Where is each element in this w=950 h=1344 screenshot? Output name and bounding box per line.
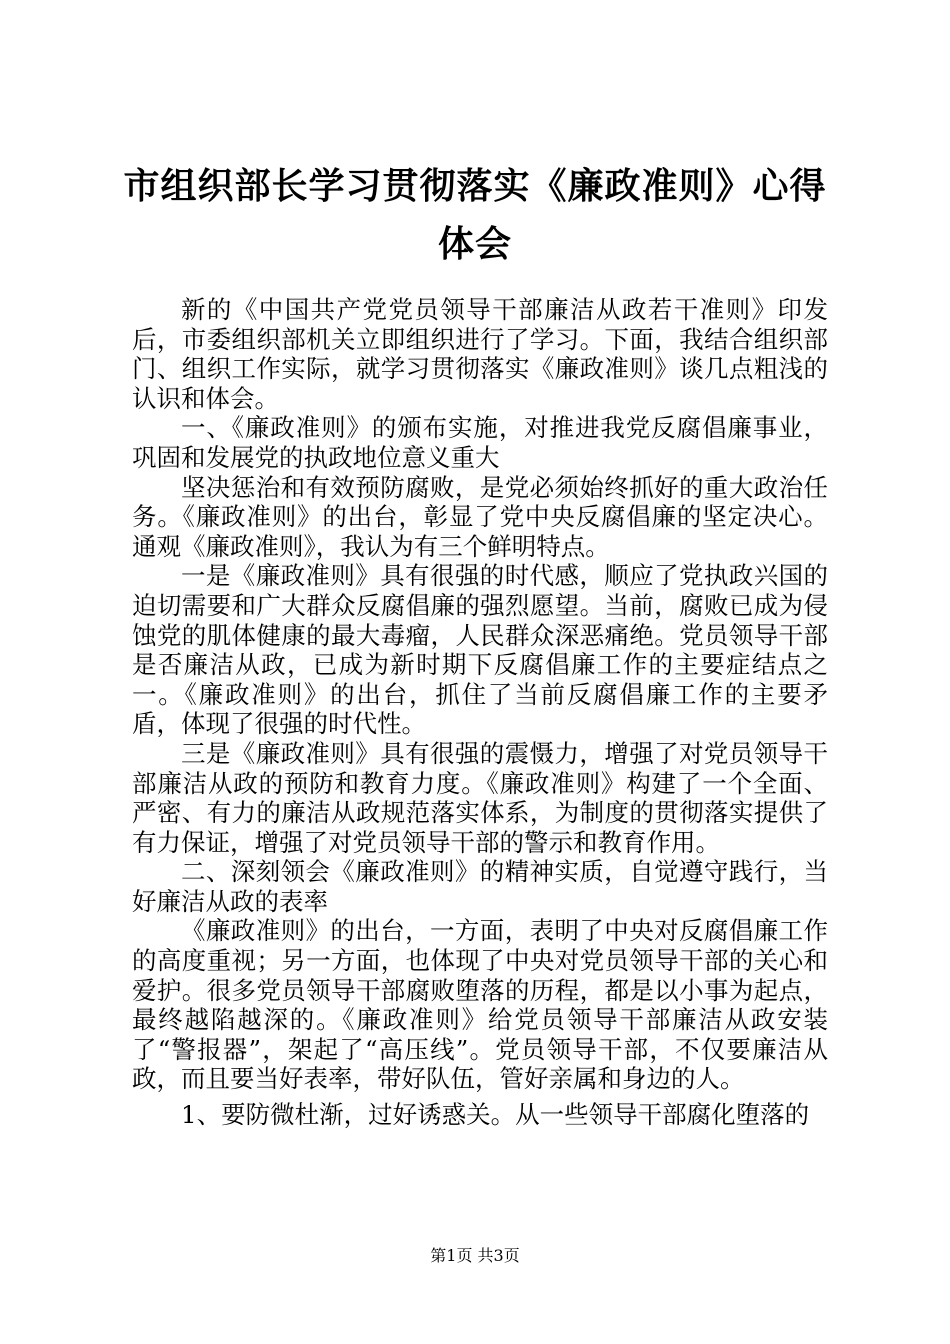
- paragraph: 坚决惩治和有效预防腐败，是党必须始终抓好的重大政治任务。《廉政准则》的出台，彰显了党中央反腐倡廉的坚定决心。通观《廉政准则》，我认为有三个鲜明特点。: [132, 472, 828, 561]
- section-heading-2: 二、深刻领会《廉政准则》的精神实质，自觉遵守践行，当好廉洁从政的表率: [132, 857, 828, 916]
- paragraph: 三是《廉政准则》具有很强的震慑力，增强了对党员领导干部廉洁从政的预防和教育力度。《廉政准则》构建了一个全面、严密、有力的廉洁从政规范落实体系，为制度的贯彻落实提供了有力保证，增强了对党员领导干部的警示和教育作用。: [132, 738, 828, 857]
- paragraph: 1、要防微杜渐，过好诱惑关。从一些领导干部腐化堕落的: [181, 1100, 810, 1130]
- paragraph: 《廉政准则》的出台，一方面，表明了中央对反腐倡廉工作的高度重视；另一方面，也体现了中央对党员领导干部的关心和爱护。很多党员领导干部腐败堕落的历程，都是以小事为起点，最终越陷越深的。《廉政准则》给党员领导干部廉洁从政安装了“警报器”，架起了“高压线”。党员领导干部，不仅要廉洁从政，而且要当好表率，带好队伍，管好亲属和身边的人。: [132, 916, 828, 1094]
- section-heading-1: 一、《廉政准则》的颁布实施，对推进我党反腐倡廉事业，巩固和发展党的执政地位意义重大: [132, 413, 828, 472]
- paragraph: 一是《廉政准则》具有很强的时代感，顺应了党执政兴国的迫切需要和广大群众反腐倡廉的强烈愿望。当前，腐败已成为侵蚀党的肌体健康的最大毒瘤，人民群众深恶痛绝。党员领导干部是否廉洁从政，已成为新时期下反腐倡廉工作的主要症结点之一。《廉政准则》的出台，抓住了当前反腐倡廉工作的主要矛盾，体现了很强的时代性。: [132, 561, 828, 739]
- paragraph-intro: 新的《中国共产党党员领导干部廉洁从政若干准则》印发后，市委组织部机关立即组织进行了学习。下面，我结合组织部门、组织工作实际，就学习贯彻落实《廉政准则》谈几点粗浅的认识和体会。: [132, 295, 828, 413]
- document-body: [132, 295, 828, 1130]
- document-title: 市组织部长学习贯彻落实《廉政准则》心得体会: [123, 166, 827, 265]
- page-number: 第1页 共3页: [430, 1246, 520, 1265]
